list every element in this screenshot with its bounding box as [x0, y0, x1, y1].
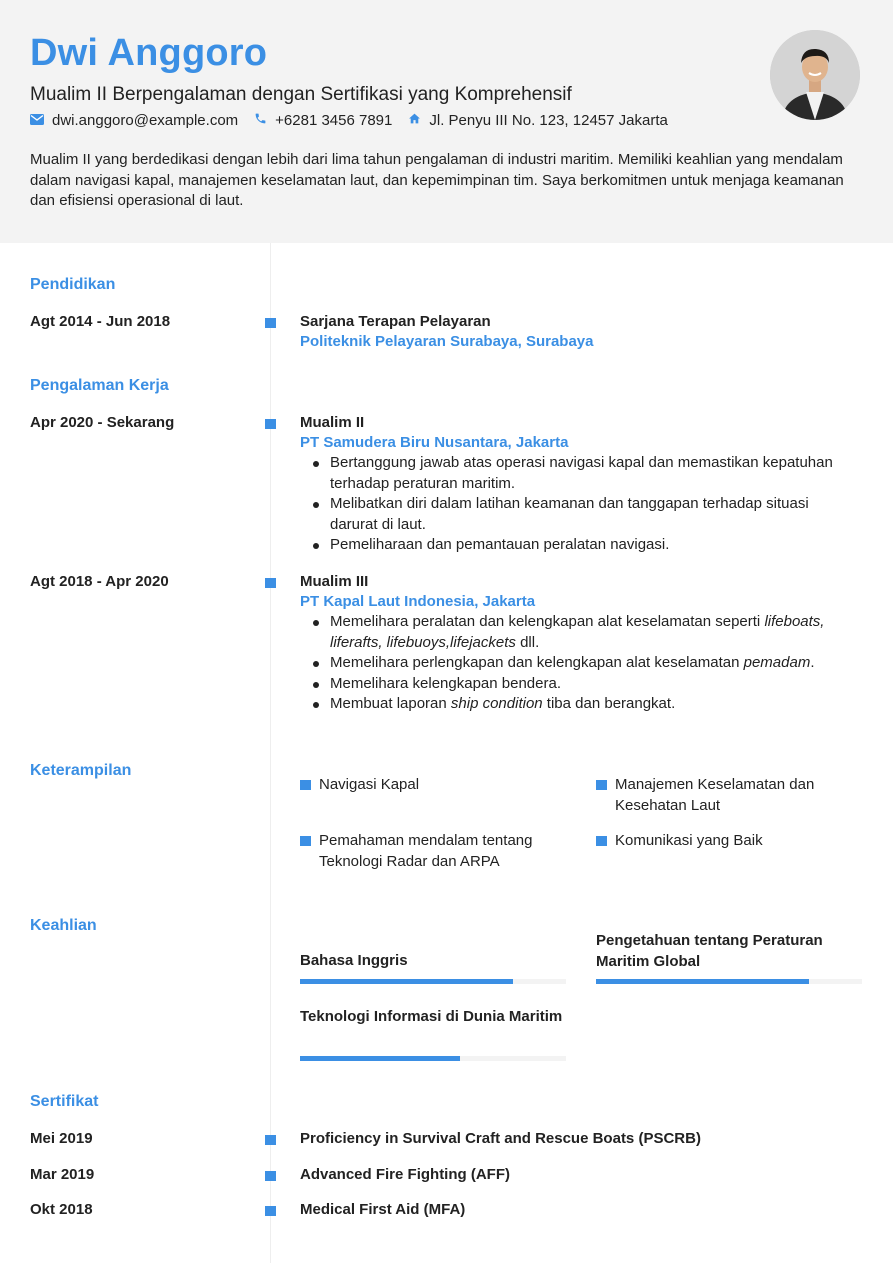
resume-header — [0, 0, 893, 243]
list-item: Melibatkan diri dalam latihan keamanan dan tanggapan terhadap situasi darurat di laut. — [300, 494, 845, 535]
experience-company: PT Samudera Biru Nusantara, Jakarta — [300, 434, 569, 451]
experience-company: PT Kapal Laut Indonesia, Jakarta — [300, 593, 536, 610]
list-item: Membuat laporan ship condition tiba dan berangkat. — [300, 694, 845, 715]
skill-item: Komunikasi yang Baik — [596, 830, 858, 851]
timeline-marker — [265, 1135, 276, 1145]
list-item: Memelihara peralatan dan kelengkapan alat keselamatan seperti lifeboats, liferafts, lifebuoys,lifejackets dll. — [300, 612, 845, 653]
expertise-bar-fill — [596, 979, 809, 984]
profile-summary: Mualim II yang berdedikasi dengan lebih dari lima tahun pengalaman di industri maritim. Memiliki keahlian yang mendalam dalam navigasi kapal, manajemen keselamatan laut, dan kepemimpinan tim. Saya berkomitmen untuk menjaga keamanan dan efisiensi operasional di laut. — [30, 151, 844, 209]
certificate-name: Proficiency in Survival Craft and Rescue Boats (PSCRB) — [300, 1130, 701, 1147]
expertise-label: Pengetahuan tentang Peraturan Maritim Global — [596, 932, 823, 970]
address-contact — [408, 112, 667, 129]
envelope-icon — [30, 112, 52, 129]
expertise-bar-fill — [300, 979, 513, 984]
experience-bullets — [300, 453, 845, 556]
timeline-marker — [265, 419, 276, 429]
skill-item: Manajemen Keselamatan dan Kesehatan Laut — [596, 774, 858, 816]
section-title-experience: Pengalaman Kerja — [30, 377, 169, 394]
certificate-date: Mar 2019 — [30, 1166, 95, 1183]
list-item: Pemeliharaan dan pemantauan peralatan navigasi. — [300, 535, 845, 556]
avatar — [770, 30, 860, 120]
certificate-date: Mei 2019 — [30, 1130, 93, 1147]
expertise-bar — [300, 1056, 566, 1061]
headline: Mualim II Berpengalaman dengan Sertifikasi yang Komprehensif — [30, 84, 572, 105]
expertise-label: Bahasa Inggris — [300, 952, 408, 969]
phone-text: +6281 3456 7891 — [275, 112, 393, 129]
education-degree: Sarjana Terapan Pelayaran — [300, 313, 491, 330]
candidate-name: Dwi Anggoro — [30, 32, 268, 74]
list-item: Memelihara kelengkapan bendera. — [300, 674, 845, 695]
section-title-skills: Keterampilan — [30, 762, 132, 779]
expertise-bar — [596, 979, 862, 984]
timeline-divider — [270, 243, 271, 1263]
bullet-square-icon — [596, 780, 607, 790]
home-icon — [408, 112, 429, 129]
skill-item: Navigasi Kapal — [300, 774, 560, 795]
timeline-marker — [265, 1171, 276, 1181]
phone-icon — [254, 112, 275, 129]
address-text: Jl. Penyu III No. 123, 12457 Jakarta — [429, 112, 668, 129]
certificate-name: Medical First Aid (MFA) — [300, 1201, 466, 1218]
skill-item: Pemahaman mendalam tentang Teknologi Radar dan ARPA — [300, 830, 560, 872]
timeline-marker — [265, 318, 276, 328]
bullet-square-icon — [300, 780, 311, 790]
expertise-bar-fill — [300, 1056, 460, 1061]
section-title-certificates: Sertifikat — [30, 1093, 99, 1110]
education-school: Politeknik Pelayaran Surabaya, Surabaya — [300, 333, 594, 350]
experience-date: Agt 2018 - Apr 2020 — [30, 573, 169, 590]
timeline-marker — [265, 578, 276, 588]
certificate-name: Advanced Fire Fighting (AFF) — [300, 1166, 510, 1183]
bullet-square-icon — [596, 836, 607, 846]
expertise-label: Teknologi Informasi di Dunia Maritim — [300, 1008, 563, 1025]
email-contact[interactable] — [30, 112, 238, 129]
experience-role: Mualim II — [300, 414, 365, 431]
certificate-date: Okt 2018 — [30, 1201, 93, 1218]
experience-bullets — [300, 612, 845, 715]
experience-role: Mualim III — [300, 573, 369, 590]
email-text: dwi.anggoro@example.com — [52, 112, 239, 129]
list-item: Bertanggung jawab atas operasi navigasi kapal dan memastikan kepatuhan terhadap peraturan maritim. — [300, 453, 845, 494]
phone-contact[interactable] — [254, 112, 392, 129]
education-date: Agt 2014 - Jun 2018 — [30, 313, 171, 330]
list-item: Memelihara perlengkapan dan kelengkapan alat keselamatan pemadam. — [300, 653, 845, 674]
bullet-square-icon — [300, 836, 311, 846]
experience-date: Apr 2020 - Sekarang — [30, 414, 175, 431]
section-title-education: Pendidikan — [30, 276, 116, 293]
section-title-expertise: Keahlian — [30, 917, 97, 934]
expertise-bar — [300, 979, 566, 984]
timeline-marker — [265, 1206, 276, 1216]
contact-row — [30, 112, 684, 129]
